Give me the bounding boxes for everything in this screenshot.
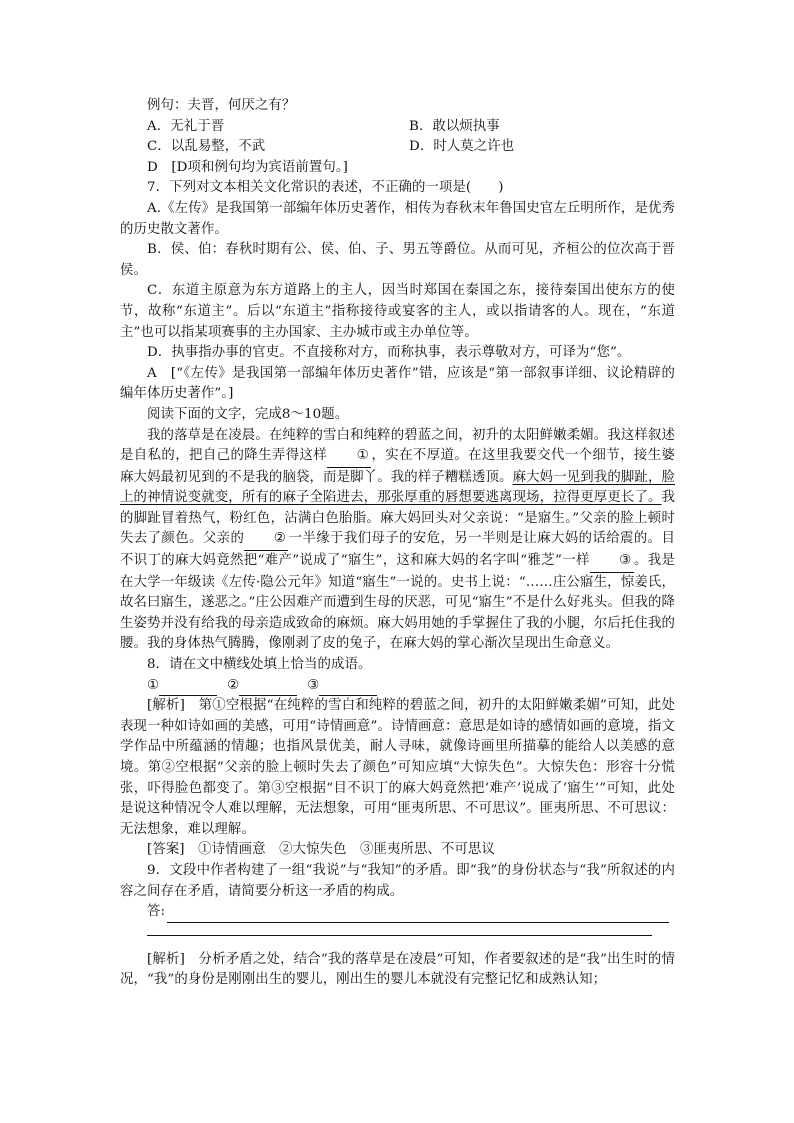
q8-blank-3[interactable]	[319, 681, 377, 696]
q6-stem: 例句：夫晋，何厌之有？	[147, 98, 296, 113]
q8-analysis-label: [解析]	[147, 698, 185, 714]
q7-option-d: D．执事指办事的官吏。不直接称对方，而称执事，表示尊敬对方，可译为“您”。	[147, 345, 631, 361]
q8-answer-label: [答案]	[147, 842, 185, 858]
passage-underlined-sentence: 麻大妈一见到我的脚趾，脸上的神情说变就变，所有的麻子全陷进去，那张厚重的唇想要逃离现场，拉得更厚更长了。	[120, 469, 675, 506]
q6-option-a: A．无礼于晋	[147, 118, 225, 134]
document-content	[120, 96, 675, 991]
q9-analysis-label: [解析]	[147, 951, 185, 967]
q9-analysis	[120, 950, 675, 991]
passage-text-4: 一半缘于我们母子的安危，另一半则是让麻大妈的话给震的。目不识丁的麻大妈竟然把“难产”说成了“寤生”，这和麻大妈的名字叫“雅芝”一样	[120, 531, 675, 569]
q9-answer-line-2[interactable]	[147, 923, 652, 936]
q8-answer-text: ①诗情画意 ②大惊失色 ③匪夷所思、不可思议	[198, 842, 495, 858]
q9-stem: 9．文段中作者构建了一组“我说”与“我知”的矛盾。即“我”的身份状态与“我”所叙述的内容之间存在矛盾，请简要分析这一矛盾的构成。	[120, 862, 675, 899]
passage-blank-1: ①	[327, 446, 371, 468]
q9-answer-prefix: 答:	[147, 904, 166, 920]
q8-blank-1[interactable]	[159, 681, 217, 696]
q9-analysis-text: 分析矛盾之处，结合“我的落草是在凌晨”可知，作者要叙述的是“我”出生时的情况，“我”的身份是刚刚出生的婴儿，刚出生的婴儿本就没有完整记忆和成熟认知；	[120, 951, 675, 988]
q8-analysis	[120, 696, 675, 840]
q8-blank-2[interactable]	[239, 681, 297, 696]
q6-options-row-2	[120, 137, 675, 158]
passage-text-1: 我的落草是在凌晨。在纯粹的雪白和纯粹的碧蓝之间，初升的太阳鲜嫩柔媚。我这样叙述是自私的，把自己的降生弄得这样	[120, 427, 675, 464]
passage-text-3: 我的脚趾冒着热气，粉红色，沾满白色胎脂。麻大妈回头对父亲说：“是寤生。”父亲的脸上顿时失去了颜色。父亲的	[120, 490, 675, 547]
passage-blank-2: ②	[244, 529, 288, 551]
q6-answer: D [D项和例句均为宾语前置句。]	[147, 159, 348, 175]
q6-option-d: D．时人莫之许也	[409, 139, 515, 155]
spacer	[120, 936, 675, 950]
q8-blanks	[120, 676, 675, 697]
q6-options-row-1	[120, 117, 675, 138]
q7-answer: A [“《左传》是我国第一部编年体历史著作”错，应该是“第一部叙事详细、议论精辟的编年体历史著作”。]	[120, 365, 675, 402]
passage-text-5: 。我是在大学一年级读《左传·隐公元年》知道“寤生”一说的。史书上说：“……庄公寤生，惊姜氏，故名曰寤生，遂恶之。”庄公因难产而遭到生母的厌恶，可见“寤生”不是什么好兆头。但我的降生姿势并没有给我的母亲造成致命的麻烦。麻大妈用她的手掌握住了我的小腿，尔后托住我的腰。我的身体热气腾腾，像刚剥了皮的兔子，在麻大妈的掌心渐次呈现出生命意义。	[120, 553, 675, 652]
q8-analysis-text: 第①空根据“在纯粹的雪白和纯粹的碧蓝之间，初升的太阳鲜嫩柔媚”可知，此处表现一种如诗如画的美感，可用“诗情画意”。诗情画意：意思是如诗的感情如画的意境，指文学作品中所蕴涵的情趣；也指风景优美，耐人寻味，就像诗画里所描摹的能给人以美感的意境。第②空根据“父亲的脸上顿时失去了颜色”可知应填“大惊失色”。大惊失色：形容十分慌张，吓得脸色都变了。第③空根据“目不识丁的麻大妈竟然把‘难产’说成了‘寤生’”可知，此处是说这种情况令人难以理解，无法想象，可用“匪夷所思、不可思议”。匪夷所思、不可思议：无法想象，难以理解。	[120, 698, 675, 837]
q8-blank-label-2: ②	[227, 677, 240, 693]
q9-answer-row	[120, 902, 675, 923]
q7-option-c: C．东道主原意为东方道路上的主人，因当时郑国在秦国之东，接待秦国出使东方的使节，故称“东道主”。后以“东道主”指称接待或宴客的主人，或以指请客的人。现在，“东道主”也可以指某项赛事的主办国家、主办城市或主办单位等。	[120, 283, 675, 340]
q8-answer	[120, 840, 675, 861]
q8-stem: 8．请在文中横线处填上恰当的成语。	[147, 657, 372, 673]
passage-blank-3: ③	[590, 551, 634, 573]
passage-text-2: ，实在不厚道。在这里我要交代一个细节，接生婆麻大妈最初见到的不是我的脑袋，而是脚丫。我的样子糟糕透顶。	[120, 448, 676, 485]
q8-blank-label-3: ③	[307, 677, 320, 693]
q6-option-b: B．敢以烦执事	[409, 118, 500, 134]
q7-option-b: B．侯、伯：春秋时期有公、侯、伯、子、男五等爵位。从而可见，齐桓公的位次高于晋侯。	[120, 242, 675, 278]
passage-intro: 阅读下面的文字，完成8～10题。	[147, 406, 349, 422]
q6-option-c: C．以乱易整，不武	[147, 139, 266, 155]
q9-answer-line-1[interactable]	[167, 908, 669, 923]
q8-blank-label-1: ①	[147, 677, 160, 693]
q7-stem: 7．下列对文本相关文化常识的表述，不正确的一项是( )	[147, 180, 504, 196]
passage-paragraph	[120, 426, 675, 656]
q7-option-a: A.《左传》是我国第一部编年体历史著作，相传为春秋末年鲁国史官左丘明所作，是优秀的历史散文著作。	[120, 200, 675, 237]
